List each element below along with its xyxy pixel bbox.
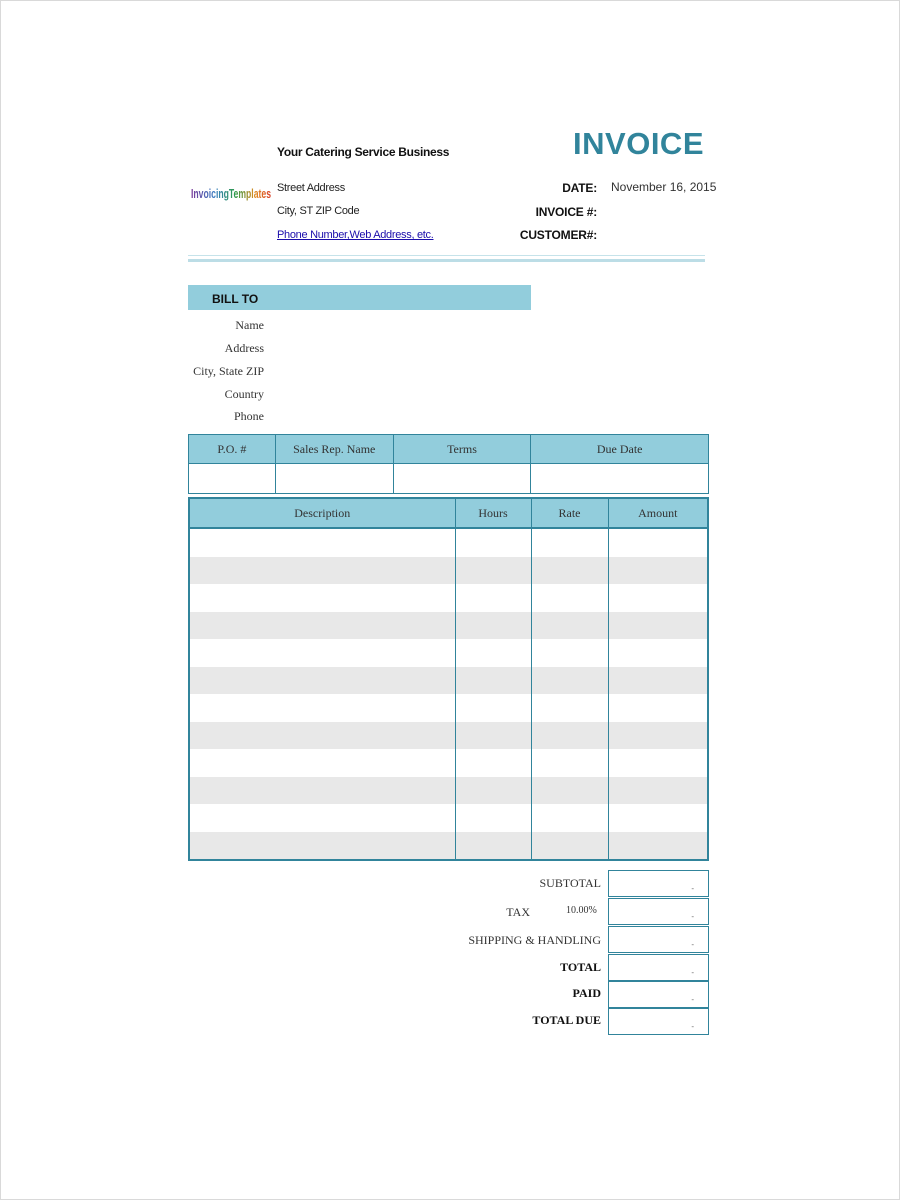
rate-cell[interactable]: [531, 749, 608, 777]
total-due-amount: -: [691, 1022, 694, 1031]
subtotal-label: SUBTOTAL: [539, 876, 601, 890]
description-cell[interactable]: [189, 584, 455, 612]
rate-cell[interactable]: [531, 639, 608, 667]
amount-cell[interactable]: [608, 832, 708, 861]
table-row: [189, 832, 708, 861]
bill-to-header: [188, 285, 531, 310]
hours-cell[interactable]: [455, 639, 531, 667]
description-cell[interactable]: [189, 777, 455, 805]
amount-cell[interactable]: [608, 749, 708, 777]
header-divider: [188, 255, 705, 256]
rate-cell[interactable]: [531, 528, 608, 557]
hours-cell[interactable]: [455, 832, 531, 861]
description-header: Description: [189, 498, 455, 528]
table-row: [189, 612, 708, 640]
invoice-title: INVOICE: [573, 126, 704, 161]
terms-header: Terms: [393, 435, 531, 464]
amount-header: Amount: [608, 498, 708, 528]
tax-rate: 10.00%: [566, 905, 597, 916]
date-value: November 16, 2015: [611, 180, 717, 194]
city-state-zip: City, ST ZIP Code: [277, 205, 360, 217]
paid-amount: -: [691, 995, 694, 1004]
amount-cell[interactable]: [608, 557, 708, 585]
due-date-header: Due Date: [531, 435, 709, 464]
table-row: [189, 804, 708, 832]
sales-rep-header: Sales Rep. Name: [275, 435, 393, 464]
rate-cell[interactable]: [531, 612, 608, 640]
table-row: [189, 557, 708, 585]
table-row: [189, 584, 708, 612]
description-cell[interactable]: [189, 528, 455, 557]
invoice-number-label: INVOICE #:: [535, 205, 597, 219]
amount-cell[interactable]: [608, 584, 708, 612]
header-divider-thick: [188, 259, 705, 262]
po-number-cell[interactable]: [189, 464, 276, 494]
total-due-value[interactable]: [608, 1008, 709, 1035]
hours-cell[interactable]: [455, 694, 531, 722]
paid-label: PAID: [572, 986, 601, 1000]
total-value[interactable]: [608, 954, 709, 981]
hours-cell[interactable]: [455, 612, 531, 640]
hours-header: Hours: [455, 498, 531, 528]
rate-header: Rate: [531, 498, 608, 528]
amount-cell[interactable]: [608, 639, 708, 667]
amount-cell[interactable]: [608, 528, 708, 557]
total-label: TOTAL: [560, 960, 601, 974]
total-due-label: TOTAL DUE: [532, 1013, 601, 1027]
description-cell[interactable]: [189, 804, 455, 832]
hours-cell[interactable]: [455, 667, 531, 695]
table-row: [189, 749, 708, 777]
table-row: [189, 639, 708, 667]
rate-cell[interactable]: [531, 694, 608, 722]
rate-cell[interactable]: [531, 777, 608, 805]
shipping-label: SHIPPING & HANDLING: [468, 933, 601, 947]
amount-cell[interactable]: [608, 722, 708, 750]
items-header-row: [189, 498, 708, 528]
table-row: [189, 777, 708, 805]
description-cell[interactable]: [189, 749, 455, 777]
table-row: [189, 528, 708, 557]
hours-cell[interactable]: [455, 749, 531, 777]
bill-to-country-label: Country: [224, 387, 264, 401]
po-table: [188, 434, 709, 494]
bill-to-city-label: City, State ZIP: [193, 364, 264, 378]
hours-cell[interactable]: [455, 722, 531, 750]
total-amount: -: [691, 968, 694, 977]
street-address: Street Address: [277, 182, 345, 194]
hours-cell[interactable]: [455, 584, 531, 612]
amount-cell[interactable]: [608, 694, 708, 722]
rate-cell[interactable]: [531, 667, 608, 695]
due-date-cell[interactable]: [531, 464, 709, 494]
po-number-header: P.O. #: [189, 435, 276, 464]
table-row: [189, 722, 708, 750]
table-row: [189, 694, 708, 722]
po-header-row: [189, 435, 709, 464]
shipping-value[interactable]: [608, 926, 709, 953]
paid-value[interactable]: [608, 981, 709, 1008]
line-items-table: [188, 497, 709, 861]
shipping-amount: -: [691, 940, 694, 949]
po-row: [189, 464, 709, 494]
company-name: Your Catering Service Business: [277, 145, 450, 159]
amount-cell[interactable]: [608, 667, 708, 695]
description-cell[interactable]: [189, 832, 455, 861]
tax-value[interactable]: [608, 898, 709, 925]
description-cell[interactable]: [189, 639, 455, 667]
hours-cell[interactable]: [455, 777, 531, 805]
rate-cell[interactable]: [531, 584, 608, 612]
tax-amount: -: [691, 912, 694, 921]
description-cell[interactable]: [189, 612, 455, 640]
rate-cell[interactable]: [531, 804, 608, 832]
bill-to-address-label: Address: [224, 341, 264, 355]
subtotal-amount: -: [691, 884, 694, 893]
description-cell[interactable]: [189, 694, 455, 722]
rate-cell[interactable]: [531, 557, 608, 585]
hours-cell[interactable]: [455, 528, 531, 557]
company-logo: [190, 172, 272, 212]
contact-link[interactable]: Phone Number,Web Address, etc.: [277, 229, 434, 241]
hours-cell[interactable]: [455, 804, 531, 832]
customer-number-label: CUSTOMER#:: [519, 228, 597, 242]
svg-text:InvoicingTemplates: InvoicingTemplates: [191, 186, 271, 201]
table-row: [189, 667, 708, 695]
bill-to-phone-label: Phone: [234, 409, 264, 423]
tax-label: TAX: [506, 905, 530, 919]
description-cell[interactable]: [189, 667, 455, 695]
rate-cell[interactable]: [531, 832, 608, 861]
amount-cell[interactable]: [608, 777, 708, 805]
rate-cell[interactable]: [531, 722, 608, 750]
subtotal-value[interactable]: [608, 870, 709, 897]
description-cell[interactable]: [189, 722, 455, 750]
amount-cell[interactable]: [608, 612, 708, 640]
date-label: DATE:: [562, 181, 597, 195]
terms-cell[interactable]: [393, 464, 531, 494]
sales-rep-cell[interactable]: [275, 464, 393, 494]
amount-cell[interactable]: [608, 804, 708, 832]
bill-to-heading: BILL TO: [212, 292, 259, 306]
description-cell[interactable]: [189, 557, 455, 585]
bill-to-name-label: Name: [235, 318, 264, 332]
hours-cell[interactable]: [455, 557, 531, 585]
